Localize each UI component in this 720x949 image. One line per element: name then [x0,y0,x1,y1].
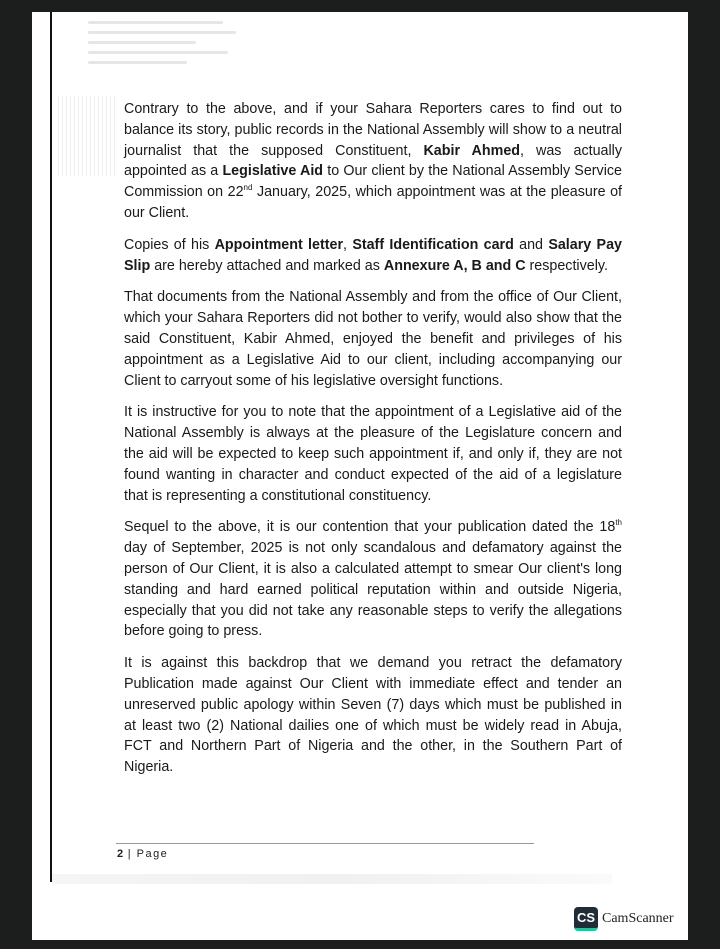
binder-edge-line [50,12,52,882]
text-run: It is against this backdrop that we demand you retract the defamatory Publication made against Our Client with immediate effect and tender an unreserved public apology within Seven (7) days which must be published in at least two (2) National dailies one of which must be widely read in Abuja, FCT and Northern Part of Nigeria and the other, in the Southern Part of Nigeria. [124,655,622,776]
paragraph-1 [124,99,622,224]
text-run: That documents from the National Assembly and from the office of Our Client, which your Sahara Reporters did not bother to verify, would also show that the said Constituent, Kabir Ahmed, enjoyed the benefit and privileges of his appointment as a Legislative Aid to our client, including accompanying our Client to carryout some of his legislative oversight functions. [124,289,622,389]
text-run: Copies of his [124,236,215,253]
text-run: Contrary to the above, and if your Sahara Reporters cares to find out to balance its story, public records in the National Assembly will show to a neutral journalist that the supposed Constituent, [124,101,622,159]
text-run: It is instructive for you to note that the appointment of a Legislative aid of the National Assembly is always at the pleasure of the Legislature concern and the aid will be expected to keep such appointment if, and only if, they are not found wanting in character and conduct expected of the aid of a legislature that is representing a constitutional constituency. [124,404,622,504]
text-run: day of September, 2025 is not only scandalous and defamatory against the person of Our Client, it is also a calculated attempt to smear Our client's long standing and hard earned political reputation within and outside Nigeria, especially that you did not take any reasonable steps to verify the allegations before going to press. [124,540,622,640]
faded-stamp-mark [58,96,118,176]
text-run: are hereby attached and marked as [150,257,384,274]
letter-body [124,99,622,789]
text-run: and [513,236,549,253]
page-number-footer [117,848,168,860]
scan-smudge [52,874,612,884]
ordinal-suffix: th [615,518,622,528]
bold-text: Legislative Aid [222,163,324,180]
paragraph-4 [124,402,622,506]
paragraph-5 [124,517,622,642]
ordinal-suffix: nd [243,183,253,193]
bold-text: Salary Pay Slip [124,236,622,274]
paragraph-6 [124,653,622,778]
page-separator: | [127,848,133,860]
text-run: to Our client by the National Assembly Service Commission on 22 [124,163,622,201]
text-run: January, 2025, which appointment was at the pleasure of our Client. [124,184,622,221]
paragraph-2 [124,235,622,277]
text-run: respectively. [525,257,608,274]
text-run: , was actually appointed as a [124,142,622,180]
page-number: 2 [117,848,124,860]
camscanner-watermark [574,907,674,931]
footer-divider [116,843,534,844]
paragraph-3 [124,287,622,391]
bold-text: Appointment letter [214,236,344,253]
camscanner-name: CamScanner [602,911,674,926]
faded-letterhead [88,14,268,74]
bold-text: Staff Identification card [352,236,514,253]
text-run: , [343,236,353,253]
text-run: Sequel to the above, it is our contention that your publication dated the 18 [124,519,616,536]
camscanner-logo-icon: CS [574,907,598,931]
bold-text: Annexure A, B and C [383,257,526,274]
bold-text: Kabir Ahmed [423,142,521,159]
page-label: Page [136,848,169,860]
scanned-page [32,12,688,940]
